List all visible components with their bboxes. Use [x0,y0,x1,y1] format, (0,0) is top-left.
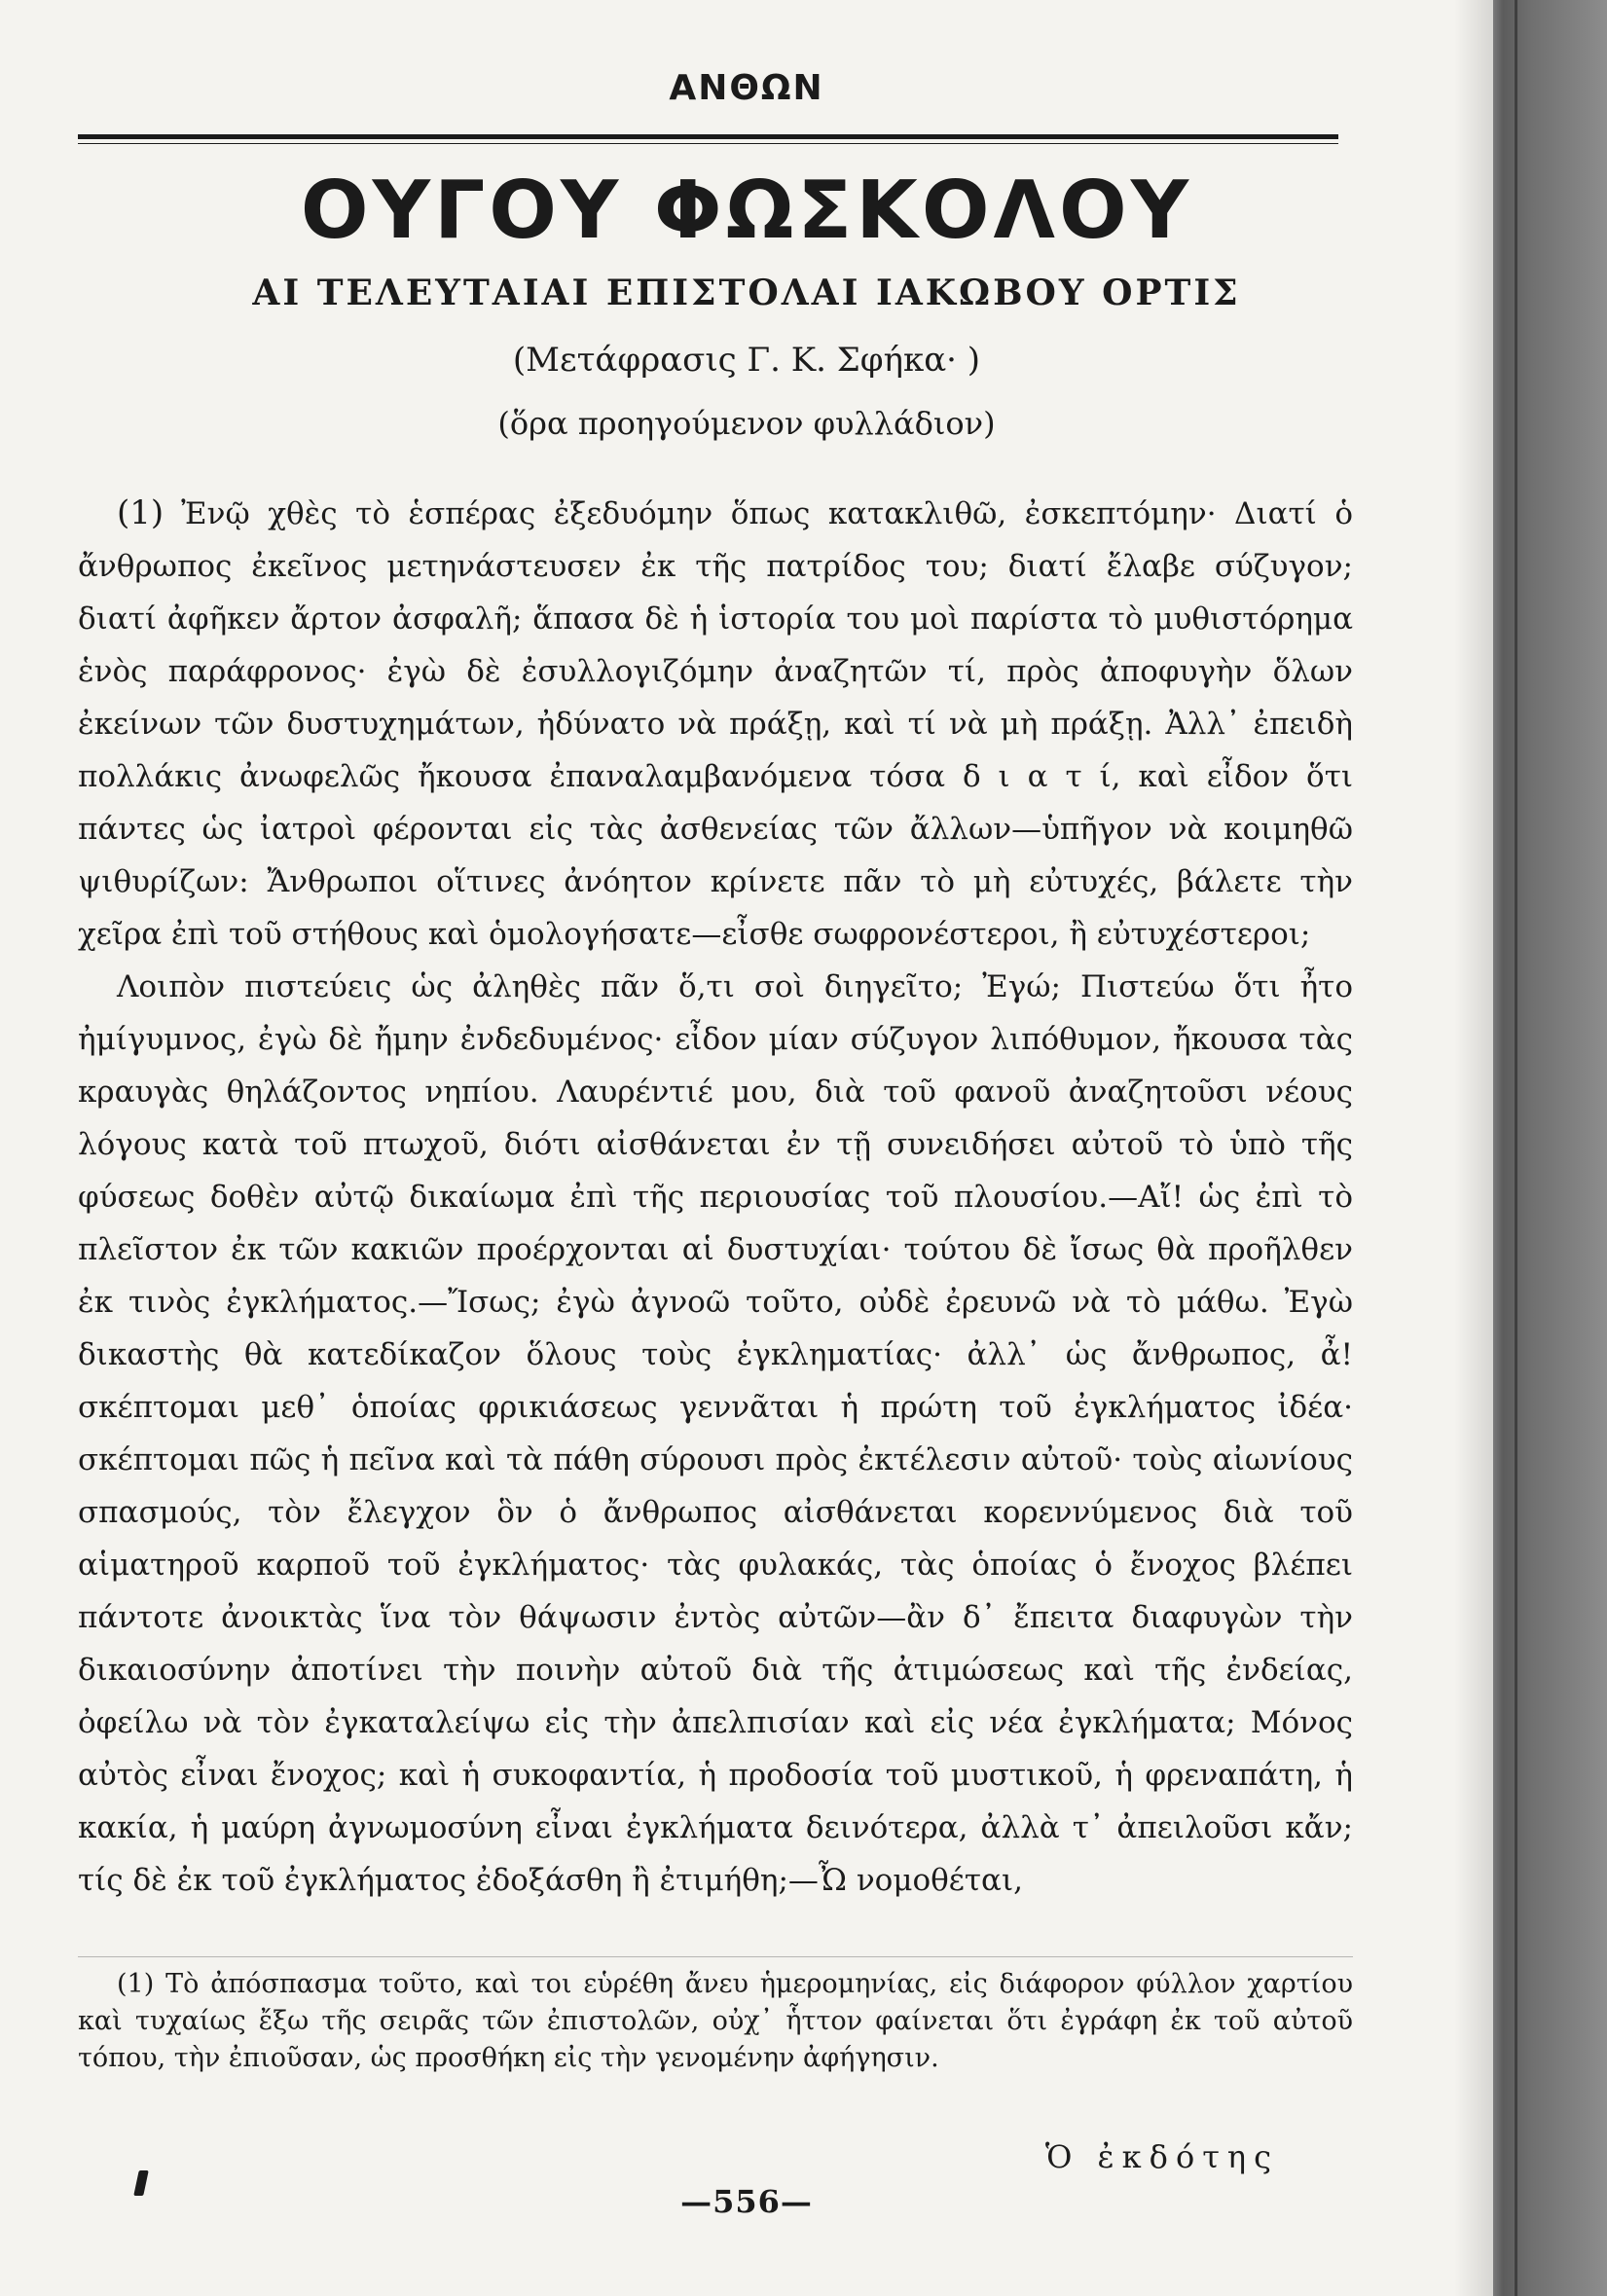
paragraph-1-text: Ἐνῷ χθὲς τὸ ἑσπέρας ἐξεδυόμην ὅπως κατακλιθῶ, ἐσκεπτόμην· Διατί ὁ ἄνθρωπος ἐκεῖνος μετηνάστευσεν ἐκ τῆς πατρίδος του; διατί ἔλαβε σύζυγον; διατί ἀφῆκεν ἄρτον ἀσφαλῆ; ἅπασα δὲ ἡ ἱστορία του μοὶ παρίστα τὸ μυθιστόρημα ἑνὸς παράφρονος· ἐγὼ δὲ ἐσυλλογιζόμην ἀναζητῶν τί, πρὸς ἀποφυγὴν ὅλων ἐκείνων τῶν δυστυχημάτων, ἠδύνατο νὰ πράξῃ, καὶ τί νὰ μὴ πράξῃ. Ἀλλ᾽ ἐπειδὴ πολλάκις ἀνωφελῶς ἤκουσα ἐπαναλαμβανόμενα τόσα δ ι α τ ί, καὶ εἶδον ὅτι πάντες ὡς ἰατροὶ φέρονται εἰς τὰς ἀσθενείας τῶν ἄλλων—ὑπῆγον νὰ κοιμηθῶ ψιθυρίζων: Ἄνθρωποι οἵτινες ἀνόητον κρίνετε πᾶν τὸ μὴ εὐτυχές, βάλετε τὴν χεῖρα ἐπὶ τοῦ στήθους καὶ ὁμολογήσατε—εἶσθε σωφρονέστεροι, ἢ εὐτυχέστεροι; [78,496,1353,952]
footnote [78,1966,1353,2077]
see-previous-note: (ὅρα προηγούμενον φυλλάδιον) [497,405,996,442]
article-title: ΟΥΓΟΥ ΦΩΣΚΟΛΟΥ [300,164,1193,257]
running-head: ΑΝΘΩΝ [669,68,824,108]
article-subtitle: ΑΙ ΤΕΛΕΥΤΑΙΑΙ ΕΠΙΣΤΟΛΑΙ ΙΑΚΩΒΟΥ ΟΡΤΙΣ [252,273,1241,313]
translator-note: (Μετάφρασις Γ. Κ. Σφήκα· ) [512,341,981,380]
paragraph-2: Λοιπὸν πιστεύεις ὡς ἀληθὲς πᾶν ὅ,τι σοὶ διηγεῖτο; Ἐγώ; Πιστεύω ὅτι ἦτο ἠμίγυμνος, ἐγὼ δὲ ἤμην ἐνδεδυμένος· εἶδον μίαν σύζυγον λιπόθυμον, ἤκουσα τὰς κραυγὰς θηλάζοντος νηπίου. Λαυρέντιέ μου, διὰ τοῦ φανοῦ ἀναζητοῦσι νέους λόγους κατὰ τοῦ πτωχοῦ, διότι αἰσθάνεται ἐν τῇ συνειδήσει αὐτοῦ τὸ ὑπὸ τῆς φύσεως δοθὲν αὐτῷ δικαίωμα ἐπὶ τῆς περιουσίας τοῦ πλουσίου.—Αἴ! ὡς ἐπὶ τὸ πλεῖστον ἐκ τῶν κακιῶν προέρχονται αἱ δυστυχίαι· τούτου δὲ ἴσως θὰ προῆλθεν ἐκ τινὸς ἐγκλήματος.—Ἴσως; ἐγὼ ἀγνοῶ τοῦτο, οὐδὲ ἐρευνῶ νὰ τὸ μάθω. Ἐγὼ δικαστὴς θὰ κατεδίκαζον ὅλους τοὺς ἐγκληματίας· ἀλλ᾽ ὡς ἄνθρωπος, ἆ! σκέπτομαι μεθ᾽ ὁποίας φρικιάσεως γεννᾶται ἡ πρώτη τοῦ ἐγκλήματος ἰδέα· σκέπτομαι πῶς ἡ πεῖνα καὶ τὰ πάθη σύρουσι πρὸς ἐκτέλεσιν αὐτοῦ· τοὺς αἰωνίους σπασμούς, τὸν ἔλεγχον ὃν ὁ ἄνθρωπος αἰσθάνεται κορεννύμενος διὰ τοῦ αἱματηροῦ καρποῦ τοῦ ἐγκλήματος· τὰς φυλακάς, τὰς ὁποίας ὁ ἔνοχος βλέπει πάντοτε ἀνοικτὰς ἵνα τὸν θάψωσιν ἐντὸς αὐτῶν—ἂν δ᾽ ἔπειτα διαφυγὼν τὴν δικαιοσύνην ἀποτίνει τὴν ποινὴν αὐτοῦ διὰ τῆς ἀτιμώσεως καὶ τῆς ἐνδείας, ὀφείλω νὰ τὸν ἐγκαταλείψω εἰς τὴν ἀπελπισίαν καὶ εἰς νέα ἐγκλήματα; Μόνος αὐτὸς εἶναι ἔνοχος; καὶ ἡ συκοφαντία, ἡ προδοσία τοῦ μυστικοῦ, ἡ φρεναπάτη, ἡ κακία, ἡ μαύρη ἀγνωμοσύνη εἶναι ἐγκλήματα δεινότερα, ἀλλὰ τ᾽ ἀπειλοῦσι κἄν; τίς δὲ ἐκ τοῦ ἐγκλήματος ἐδοξάσθη ἢ ἐτιμήθη;—Ὦ νομοθέται, [78,969,1353,1898]
paragraph-1 [78,487,1353,961]
page-number: —556— [680,2183,813,2220]
body-text [78,487,1353,1907]
publisher-signature: Ὁ ἐκδότης [1044,2138,1279,2175]
footnote-text: (1) Τὸ ἀπόσπασμα τοῦτο, καὶ τοι εὑρέθη ἄνευ ἡμερομηνίας, εἰς διάφορον φύλλον χαρτίου καὶ τυχαίως ἔξω τῆς σειρᾶς τῶν ἐπιστολῶν, οὐχ᾽ ἧττον φαίνεται ὅτι ἐγράφη ἐκ τοῦ αὐτοῦ τόπου, τὴν ἐπιοῦσαν, ὡς προσθήκη εἰς τὴν γενομένην ἀφήγησιν. [78,1969,1353,2073]
header-rule [78,134,1338,139]
book-spine [1493,0,1607,2296]
footnote-divider [78,1956,1353,1957]
footnote-reference: (1) [117,493,164,532]
